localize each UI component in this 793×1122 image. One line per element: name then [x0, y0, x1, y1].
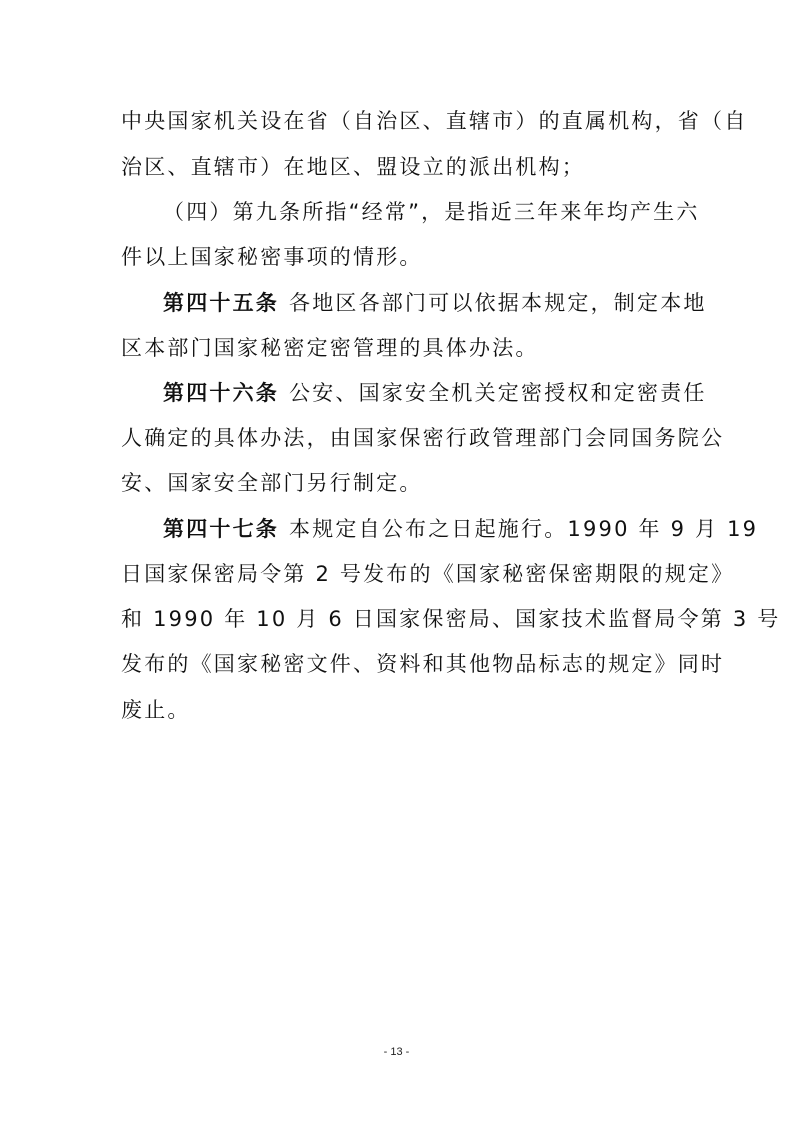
- body-text-line: 中央国家机关设在省（自治区、直辖市）的直属机构，省（自: [121, 109, 748, 133]
- body-text-line: 治区、直辖市）在地区、盟设立的派出机构；: [121, 155, 585, 179]
- article-47-continuation: 废止。: [121, 698, 191, 722]
- article-45: [163, 290, 707, 316]
- article-45-heading: 第四十五条: [163, 291, 279, 315]
- article-46-heading: 第四十六条: [163, 381, 279, 405]
- article-45-continuation: 区本部门国家秘密定密管理的具体办法。: [121, 336, 539, 360]
- page-number: - 13 -: [383, 1046, 410, 1058]
- article-46: [163, 380, 707, 406]
- article-47-text: 本规定自公布之日起施行。1990 年 9 月 19: [289, 517, 759, 541]
- body-text-line: 件以上国家秘密事项的情形。: [121, 245, 423, 269]
- article-46-text: 公安、国家安全机关定密授权和定密责任: [289, 381, 707, 405]
- article-47-heading: 第四十七条: [163, 517, 279, 541]
- article-47-continuation: 发布的《国家秘密文件、资料和其他物品标志的规定》同时: [121, 652, 725, 676]
- article-45-text: 各地区各部门可以依据本规定，制定本地: [289, 291, 707, 315]
- article-47-continuation: 和 1990 年 10 月 6 日国家保密局、国家技术监督局令第 3 号: [121, 607, 781, 631]
- article-46-continuation: 人确定的具体办法，由国家保密行政管理部门会同国务院公: [121, 426, 725, 450]
- article-47-continuation: 日国家保密局令第 2 号发布的《国家秘密保密期限的规定》: [121, 562, 735, 586]
- item-four-line: （四）第九条所指“经常”，是指近三年来年均产生六: [163, 200, 700, 224]
- article-46-continuation: 安、国家安全部门另行制定。: [121, 471, 423, 495]
- article-47: [163, 516, 759, 542]
